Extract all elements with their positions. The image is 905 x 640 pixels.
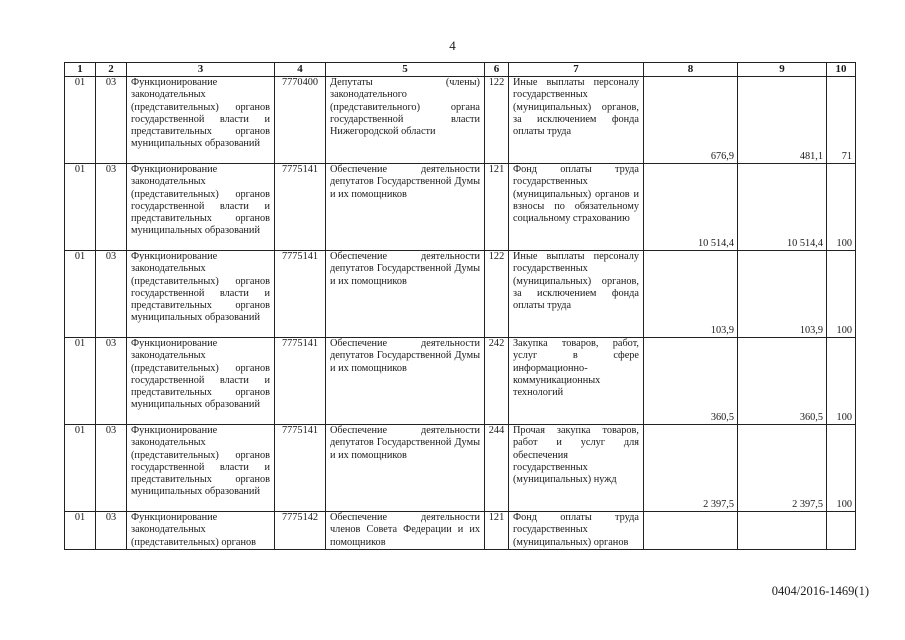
- subsection-code: 03: [96, 512, 127, 550]
- section-code: 01: [65, 251, 96, 338]
- subsection-code: 03: [96, 425, 127, 512]
- expense-type-code: 242: [485, 338, 509, 425]
- expense-type-name: Прочая закупка товаров, работ и услуг для обеспечения государственных (муниципальных) нужд: [509, 425, 644, 512]
- column-header: 10: [827, 63, 856, 77]
- column-header: 6: [485, 63, 509, 77]
- table-row: [65, 512, 856, 550]
- section-code: 01: [65, 77, 96, 164]
- expense-type-code: 244: [485, 425, 509, 512]
- execution-percent: 71: [827, 77, 856, 164]
- table-row: [65, 164, 856, 251]
- planned-amount: 10 514,4: [644, 164, 738, 251]
- target-article-code: 7775141: [275, 164, 326, 251]
- planned-amount: 2 397,5: [644, 425, 738, 512]
- actual-amount: 360,5: [738, 338, 827, 425]
- column-header: 5: [326, 63, 485, 77]
- planned-amount: [644, 512, 738, 550]
- execution-percent: 100: [827, 251, 856, 338]
- table-row: [65, 338, 856, 425]
- section-name: Функционирование законодательных (представительных) органов: [127, 512, 275, 550]
- expense-type-name: Закупка товаров, работ, услуг в сфере информационно-коммуникационных технологий: [509, 338, 644, 425]
- table-row: [65, 251, 856, 338]
- target-article-name: Обеспечение деятельности членов Совета Федерации и их помощников: [326, 512, 485, 550]
- subsection-code: 03: [96, 251, 127, 338]
- section-code: 01: [65, 425, 96, 512]
- planned-amount: 103,9: [644, 251, 738, 338]
- subsection-code: 03: [96, 164, 127, 251]
- actual-amount: 10 514,4: [738, 164, 827, 251]
- section-code: 01: [65, 512, 96, 550]
- expense-type-code: 121: [485, 512, 509, 550]
- section-name: Функционирование законодательных (представительных) органов государственной власти и представительных органов муниципальных образований: [127, 251, 275, 338]
- section-name: Функционирование законодательных (представительных) органов государственной власти и представительных органов муниципальных образований: [127, 425, 275, 512]
- column-header: 9: [738, 63, 827, 77]
- target-article-code: 7775141: [275, 338, 326, 425]
- execution-percent: 100: [827, 338, 856, 425]
- expense-type-name: Фонд оплаты труда государственных (муниципальных) органов и взносы по обязательному социальному страхованию: [509, 164, 644, 251]
- target-article-name: Обеспечение деятельности депутатов Государственной Думы и их помощников: [326, 251, 485, 338]
- column-header: 2: [96, 63, 127, 77]
- expense-type-code: 121: [485, 164, 509, 251]
- expense-type-code: 122: [485, 251, 509, 338]
- actual-amount: 103,9: [738, 251, 827, 338]
- column-header: 4: [275, 63, 326, 77]
- target-article-code: 7770400: [275, 77, 326, 164]
- execution-percent: 100: [827, 164, 856, 251]
- planned-amount: 676,9: [644, 77, 738, 164]
- column-header: 3: [127, 63, 275, 77]
- target-article-name: Обеспечение деятельности депутатов Государственной Думы и их помощников: [326, 164, 485, 251]
- table-header-row: [65, 63, 856, 77]
- section-code: 01: [65, 164, 96, 251]
- page-number: 4: [449, 38, 456, 53]
- column-header: 8: [644, 63, 738, 77]
- actual-amount: 481,1: [738, 77, 827, 164]
- execution-percent: [827, 512, 856, 550]
- target-article-name: Депутаты (члены) законодательного (представительного) органа государственной власти Нижегородской области: [326, 77, 485, 164]
- section-name: Функционирование законодательных (представительных) органов государственной власти и представительных органов муниципальных образований: [127, 77, 275, 164]
- expense-type-code: 122: [485, 77, 509, 164]
- table-row: [65, 77, 856, 164]
- section-name: Функционирование законодательных (представительных) органов государственной власти и представительных органов муниципальных образований: [127, 338, 275, 425]
- section-code: 01: [65, 338, 96, 425]
- actual-amount: 2 397,5: [738, 425, 827, 512]
- subsection-code: 03: [96, 338, 127, 425]
- target-article-code: 7775141: [275, 425, 326, 512]
- expense-type-name: Фонд оплаты труда государственных (муниципальных) органов: [509, 512, 644, 550]
- target-article-code: 7775142: [275, 512, 326, 550]
- target-article-code: 7775141: [275, 251, 326, 338]
- table-row: [65, 425, 856, 512]
- column-header: 7: [509, 63, 644, 77]
- execution-percent: 100: [827, 425, 856, 512]
- target-article-name: Обеспечение деятельности депутатов Государственной Думы и их помощников: [326, 425, 485, 512]
- section-name: Функционирование законодательных (представительных) органов государственной власти и представительных органов муниципальных образований: [127, 164, 275, 251]
- target-article-name: Обеспечение деятельности депутатов Государственной Думы и их помощников: [326, 338, 485, 425]
- actual-amount: [738, 512, 827, 550]
- expense-type-name: Иные выплаты персоналу государственных (муниципальных) органов, за исключением фонда оплаты труда: [509, 251, 644, 338]
- budget-table: [64, 62, 856, 550]
- expense-type-name: Иные выплаты персоналу государственных (муниципальных) органов, за исключением фонда оплаты труда: [509, 77, 644, 164]
- planned-amount: 360,5: [644, 338, 738, 425]
- document-code: 0404/2016-1469(1): [771, 584, 869, 598]
- subsection-code: 03: [96, 77, 127, 164]
- column-header: 1: [65, 63, 96, 77]
